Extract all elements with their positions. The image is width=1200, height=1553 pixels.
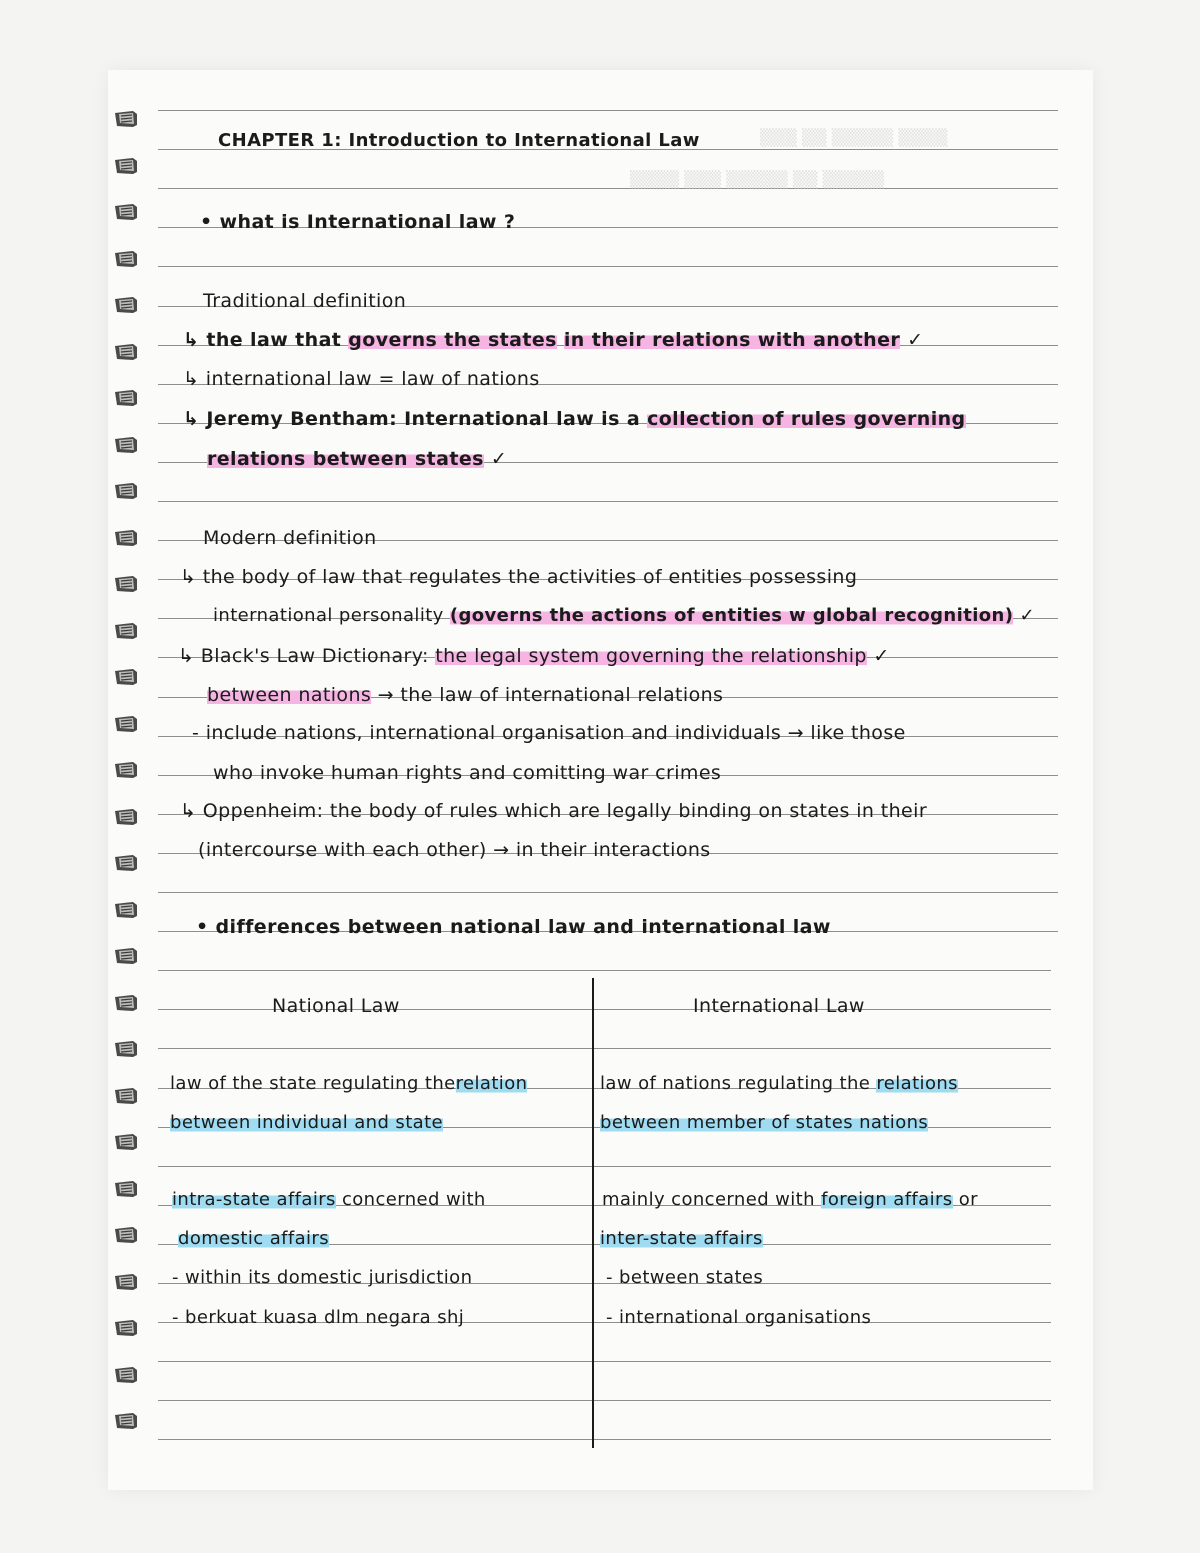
spiral-ring-icon: [113, 1273, 139, 1291]
highlight-pink: relations between states: [207, 448, 484, 470]
spiral-ring-icon: [113, 668, 139, 686]
spiral-ring-icon: [113, 761, 139, 779]
international-row-6: - international organisations: [606, 1307, 872, 1328]
ruled-line: [158, 266, 1058, 267]
highlight-blue: between member of states nations: [600, 1112, 929, 1133]
table-header-international: International Law: [693, 995, 865, 1017]
spiral-ring-icon: [113, 1040, 139, 1058]
text: concerned with: [341, 1189, 486, 1210]
text: mainly concerned with: [602, 1189, 815, 1210]
highlight-blue: relation: [455, 1073, 528, 1094]
check-icon: ✓: [490, 448, 508, 470]
traditional-line-2: ↳ international law = law of nations: [183, 368, 540, 390]
ruled-line: [158, 188, 1058, 189]
ruled-line: [158, 1166, 1051, 1167]
table-header-national: National Law: [272, 995, 400, 1017]
ruled-line: [158, 1361, 1051, 1362]
page-title: CHAPTER 1: Introduction to International Law: [218, 130, 700, 151]
modern-line-2: [213, 605, 1035, 626]
check-icon: ✓: [907, 329, 924, 351]
traditional-line-1: [183, 329, 924, 351]
spiral-ring-icon: [113, 1087, 139, 1105]
highlight-pink: between nations: [207, 684, 372, 706]
text: ↳ Black's Law Dictionary:: [178, 645, 429, 667]
highlight-blue: between individual and state: [170, 1112, 444, 1133]
international-row-2: [600, 1112, 928, 1133]
highlight-pink: the legal system governing the relationship: [435, 645, 867, 667]
text: international personality: [213, 605, 444, 626]
national-row-3: [172, 1189, 486, 1210]
ruled-line: [158, 970, 1051, 971]
highlight-pink: in their relations with another: [563, 329, 901, 351]
international-row-1: [600, 1073, 958, 1094]
highlight-blue: intra-state affairs: [172, 1189, 336, 1210]
national-row-2: [170, 1112, 443, 1133]
highlight-blue: inter-state affairs: [600, 1228, 763, 1249]
national-row-5: - within its domestic jurisdiction: [172, 1267, 473, 1288]
spiral-ring-icon: [113, 901, 139, 919]
spiral-ring-icon: [113, 529, 139, 547]
ruled-line: [158, 110, 1058, 111]
question-heading-differences: • differences between national law and international law: [196, 916, 831, 938]
spiral-ring-icon: [113, 1133, 139, 1151]
section-heading-modern: Modern definition: [203, 527, 377, 549]
bleed-through-text: ▒▒▒ ▒▒ ▒▒▒▒▒ ▒▒▒▒: [760, 128, 948, 147]
spiral-ring-icon: [113, 436, 139, 454]
modern-line-7: ↳ Oppenheim: the body of rules which are legally binding on states in their: [180, 800, 928, 822]
spiral-ring-icon: [113, 1319, 139, 1337]
spiral-ring-icon: [113, 157, 139, 175]
spiral-ring-icon: [113, 203, 139, 221]
international-row-4: [600, 1228, 763, 1249]
spiral-ring-icon: [113, 343, 139, 361]
text: law of the state regulating the: [170, 1073, 456, 1094]
international-row-3: [602, 1189, 978, 1210]
spiral-ring-icon: [113, 389, 139, 407]
text: law of nations regulating the: [600, 1073, 871, 1094]
table-divider: [592, 978, 594, 1448]
check-icon: ✓: [873, 645, 890, 667]
ruled-line: [158, 892, 1058, 893]
spiral-ring-icon: [113, 622, 139, 640]
text: or: [958, 1189, 978, 1210]
highlight-pink: governs the states: [348, 329, 557, 351]
modern-line-5: - include nations, international organisation and individuals → like those: [192, 722, 906, 744]
bleed-through-text: ▒▒▒▒ ▒▒▒ ▒▒▒▒▒ ▒▒ ▒▒▒▒▒: [630, 170, 885, 189]
modern-line-4: [207, 684, 723, 706]
highlight-blue: relations: [876, 1073, 958, 1094]
spiral-ring-icon: [113, 1180, 139, 1198]
modern-line-6: who invoke human rights and comitting war crimes: [213, 762, 722, 784]
highlight-blue: domestic affairs: [178, 1228, 330, 1249]
text: ↳ Jeremy Bentham: International law is a: [183, 408, 641, 430]
check-icon: ✓: [1019, 605, 1036, 626]
spiral-ring-icon: [113, 1226, 139, 1244]
text: → the law of international relations: [377, 684, 724, 706]
national-row-1: [170, 1073, 527, 1094]
spiral-ring-icon: [113, 715, 139, 733]
modern-line-1: ↳ the body of law that regulates the activities of entities possessing: [180, 566, 858, 588]
spiral-ring-icon: [113, 1412, 139, 1430]
modern-line-8: (intercourse with each other) → in their interactions: [198, 839, 711, 861]
arrow-icon: ↳: [183, 329, 200, 351]
spiral-ring-icon: [113, 994, 139, 1012]
spiral-ring-icon: [113, 575, 139, 593]
highlight-pink: (governs the actions of entities w global recognition): [449, 605, 1014, 626]
section-heading-traditional: Traditional definition: [203, 290, 407, 312]
spiral-ring-icon: [113, 250, 139, 268]
spiral-ring-icon: [113, 482, 139, 500]
ruled-line: [158, 501, 1058, 502]
national-row-6: - berkuat kuasa dlm negara shj: [172, 1307, 465, 1328]
ruled-line: [158, 1400, 1051, 1401]
spiral-ring-icon: [113, 854, 139, 872]
ruled-line: [158, 1048, 1051, 1049]
international-row-5: - between states: [606, 1267, 764, 1288]
traditional-line-3: [183, 408, 966, 430]
national-row-4: [178, 1228, 329, 1249]
spiral-ring-icon: [113, 1366, 139, 1384]
highlight-blue: foreign affairs: [821, 1189, 953, 1210]
traditional-line-4: [207, 448, 507, 470]
question-heading: • what is International law ?: [200, 211, 516, 233]
spiral-ring-icon: [113, 808, 139, 826]
text: the law that: [206, 329, 342, 351]
modern-line-3: [178, 645, 890, 667]
spiral-ring-icon: [113, 110, 139, 128]
spiral-ring-icon: [113, 296, 139, 314]
spiral-ring-icon: [113, 947, 139, 965]
highlight-pink: collection of rules governing: [647, 408, 966, 430]
ruled-line: [158, 1439, 1051, 1440]
